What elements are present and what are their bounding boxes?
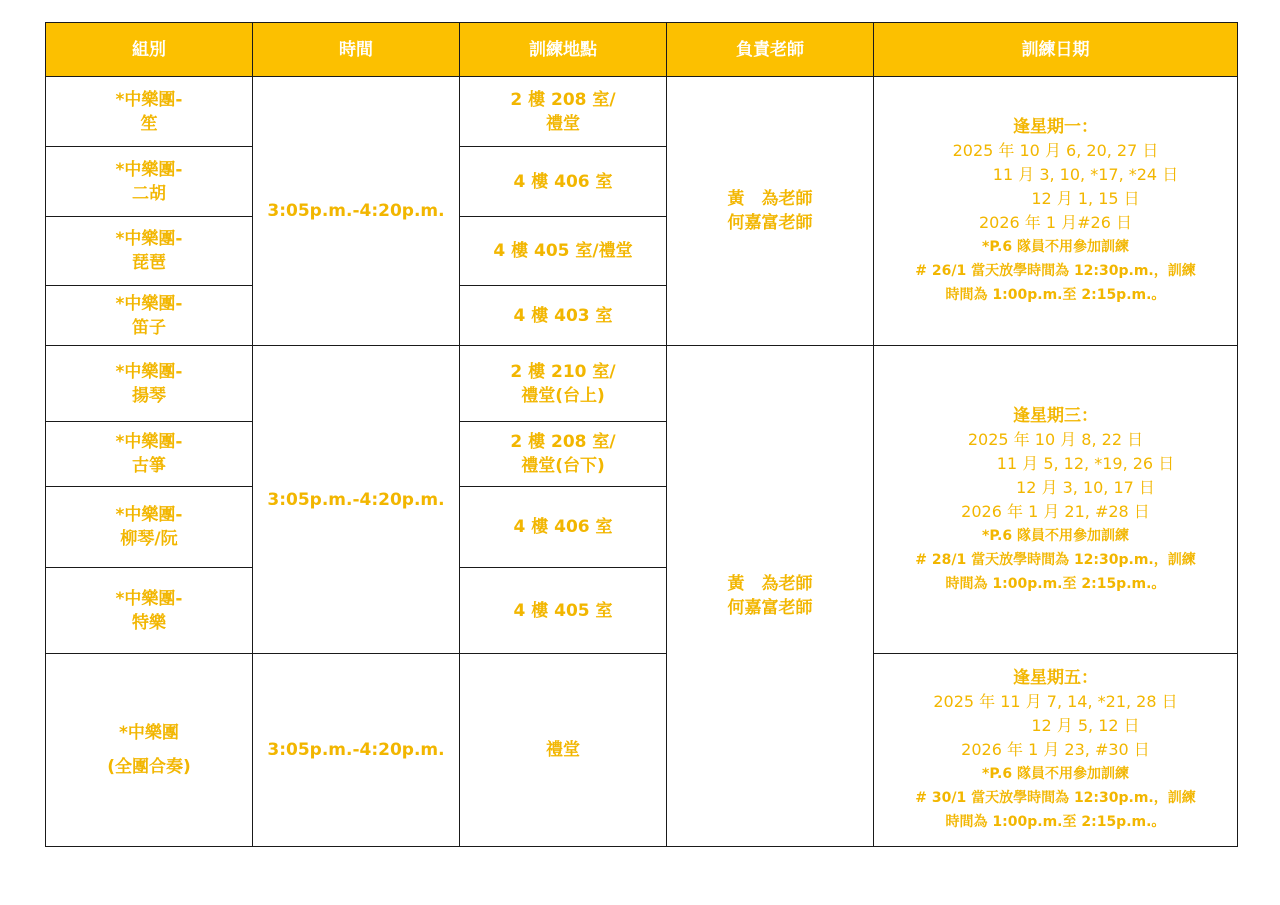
table-row bbox=[46, 346, 1238, 422]
location-cell: 4 樓 405 室/禮堂 bbox=[460, 217, 667, 286]
header-teacher: 負責老師 bbox=[667, 23, 874, 77]
group-cell: *中樂團- 笛子 bbox=[46, 286, 253, 346]
header-row bbox=[46, 23, 1238, 77]
group-cell: *中樂團- 笙 bbox=[46, 77, 253, 147]
dates-cell: 逢星期五： 2025 年 11 月 7, 14, *21, 28 日 12 月 5, 12 日 2026 年 1 月 23, #30 日 *P.6 隊員不用參加訓練 # 30/1 當天放學時間為 12:30p.m.，訓練 時間為 1:00p.m.至 2:15p.m.。 bbox=[874, 654, 1238, 847]
group-cell: *中樂團 (全團合奏) bbox=[46, 654, 253, 847]
table-row bbox=[46, 77, 1238, 147]
teacher-cell: 黃 為老師 何嘉富老師 bbox=[667, 346, 874, 847]
location-cell: 4 樓 406 室 bbox=[460, 487, 667, 568]
location-cell: 4 樓 403 室 bbox=[460, 286, 667, 346]
group-cell: *中樂團- 琵琶 bbox=[46, 217, 253, 286]
location-cell: 2 樓 208 室/ 禮堂 bbox=[460, 77, 667, 147]
location-cell: 2 樓 210 室/ 禮堂(台上) bbox=[460, 346, 667, 422]
group-cell: *中樂團- 古箏 bbox=[46, 422, 253, 487]
group-cell: *中樂團- 揚琴 bbox=[46, 346, 253, 422]
dates-cell: 逢星期一： 2025 年 10 月 6, 20, 27 日 11 月 3, 10, *17, *24 日 12 月 1, 15 日 2026 年 1 月#26 日 *P.6 隊員不用參加訓練 # 26/1 當天放學時間為 12:30p.m.，訓練 時間為 1:00p.m.至 2:15p.m.。 bbox=[874, 77, 1238, 346]
group-cell: *中樂團- 特樂 bbox=[46, 568, 253, 654]
location-cell: 4 樓 406 室 bbox=[460, 147, 667, 217]
location-cell: 2 樓 208 室/ 禮堂(台下) bbox=[460, 422, 667, 487]
teacher-cell: 黃 為老師 何嘉富老師 bbox=[667, 77, 874, 346]
group-cell: *中樂團- 二胡 bbox=[46, 147, 253, 217]
location-cell: 禮堂 bbox=[460, 654, 667, 847]
time-cell: 3:05p.m.-4:20p.m. bbox=[253, 346, 460, 654]
table-row bbox=[46, 654, 1238, 847]
group-cell: *中樂團- 柳琴/阮 bbox=[46, 487, 253, 568]
header-time: 時間 bbox=[253, 23, 460, 77]
location-cell: 4 樓 405 室 bbox=[460, 568, 667, 654]
header-group: 組別 bbox=[46, 23, 253, 77]
dates-cell: 逢星期三： 2025 年 10 月 8, 22 日 11 月 5, 12, *19, 26 日 12 月 3, 10, 17 日 2026 年 1 月 21, #28 日 *P.6 隊員不用參加訓練 # 28/1 當天放學時間為 12:30p.m.，訓練 時間為 1:00p.m.至 2:15p.m.。 bbox=[874, 346, 1238, 654]
time-cell: 3:05p.m.-4:20p.m. bbox=[253, 77, 460, 346]
training-schedule-table bbox=[45, 22, 1238, 847]
header-dates: 訓練日期 bbox=[874, 23, 1238, 77]
time-cell: 3:05p.m.-4:20p.m. bbox=[253, 654, 460, 847]
header-location: 訓練地點 bbox=[460, 23, 667, 77]
